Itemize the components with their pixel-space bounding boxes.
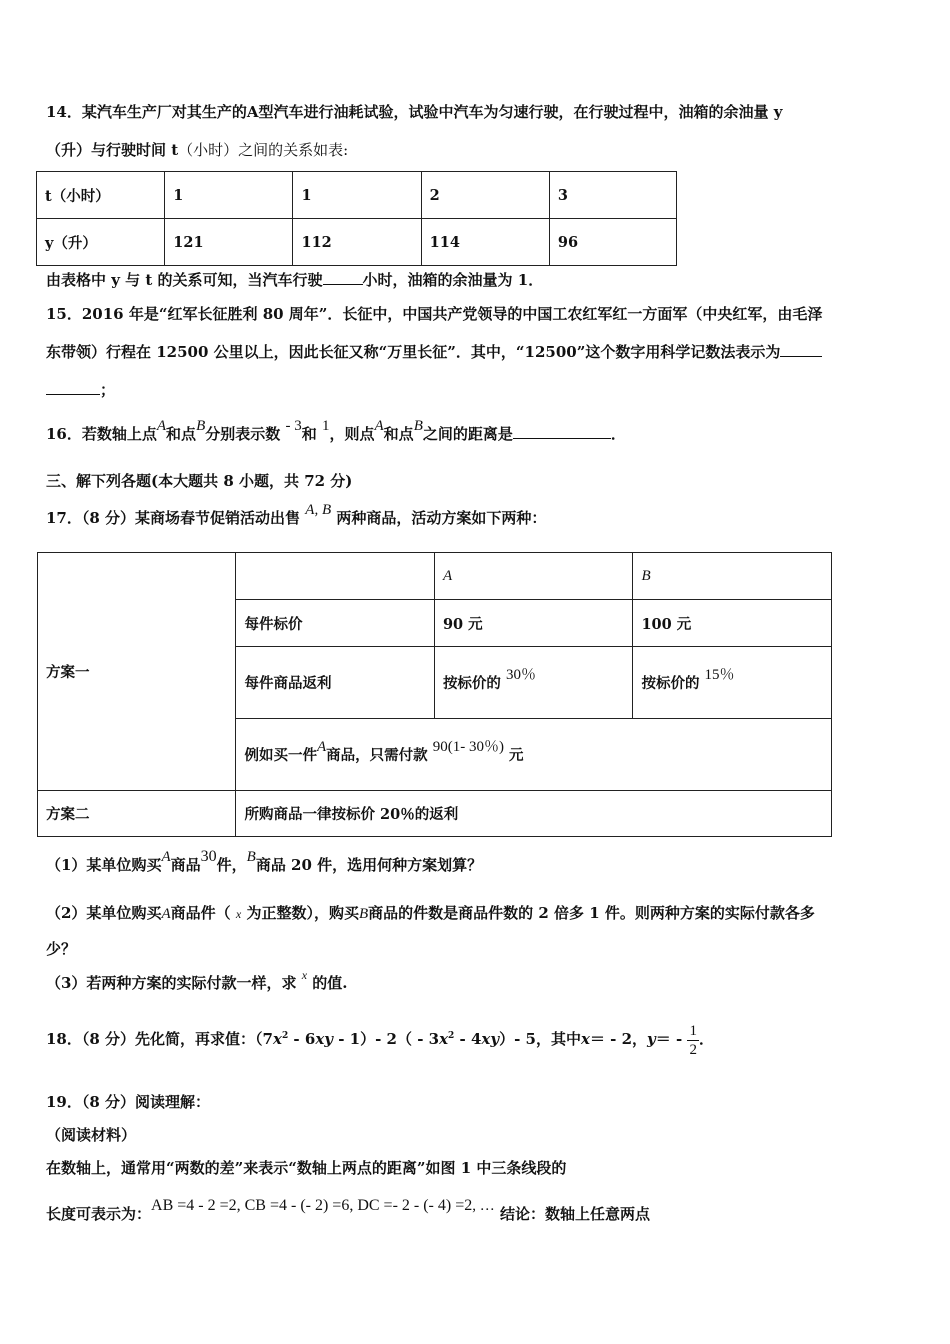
q17-text: 为正整数），购买 <box>246 904 359 922</box>
table-cell: 1 <box>165 172 293 219</box>
q18-text: 18．（8 分）先化简，再求值：（7 <box>46 1030 273 1048</box>
q17-sub2-line2: 少？ <box>46 940 77 958</box>
q17-intro <box>46 502 547 529</box>
q16-text: 和 <box>301 425 317 443</box>
table-row <box>38 791 832 837</box>
answer-blank <box>780 342 822 357</box>
q14-line1: 14．某汽车生产厂对其生产的A型汽车进行油耗试验，试验中汽车为匀速行驶，在行驶过程中，油箱的余油量 y <box>46 103 783 121</box>
table-cell-empty <box>236 553 434 600</box>
q17-text: （3）若两种方案的实际付款一样，求 <box>46 974 297 992</box>
math-xy: xy <box>481 1030 500 1048</box>
table-cell: 121 <box>165 219 293 266</box>
q14-line2 <box>46 140 348 160</box>
q19-math: AB =4 - 2 =2, CB =4 - (- 2) =6, DC =- 2 - (- 4) =2 <box>151 1197 473 1214</box>
q19-text: 长度可表示为： <box>46 1205 152 1223</box>
plan2-label: 方案二 <box>38 791 236 837</box>
table-cell: 1 <box>293 172 421 219</box>
fraction-numerator: 1 <box>689 1022 697 1039</box>
table-row <box>38 553 832 600</box>
q18-text: ＝ - 2， <box>589 1030 648 1048</box>
q17-text: 商品 20 件，选用何种方案划算？ <box>255 856 483 874</box>
math-num: - 3 <box>285 418 302 434</box>
plan1-label: 方案一 <box>38 553 236 791</box>
q18-end: ． <box>698 1030 714 1048</box>
section-title: 三、解下列各题(本大题共 8 小题，共 72 分) <box>46 472 353 490</box>
q15-line3-end: ； <box>100 381 116 399</box>
rebate-prefix: 按标价的 <box>442 675 501 692</box>
q19-line2 <box>46 1197 650 1229</box>
q14-line2-rest: （小时）之间的关系如表: <box>178 141 349 159</box>
math-x: x <box>272 1030 282 1048</box>
q16-text: 和点 <box>383 425 414 443</box>
q14-table <box>36 171 677 266</box>
table-row <box>37 172 677 219</box>
table-cell: 114 <box>421 219 549 266</box>
q17-text: 17．（8 分）某商场春节促销活动出售 <box>46 509 301 527</box>
math-A: A <box>156 418 167 434</box>
q16-line <box>46 418 626 445</box>
q17-table <box>37 552 832 837</box>
q19-dots: , … <box>472 1198 495 1214</box>
math-B: B <box>246 849 256 865</box>
table-cell: 112 <box>293 219 421 266</box>
q18-text: ）- 5，其中 <box>499 1030 581 1048</box>
q17-text: 两种商品，活动方案如下两种： <box>336 509 547 527</box>
q19-line1: 在数轴上，通常用“两数的差”来表示“数轴上两点的距离”如图 1 中三条线段的 <box>46 1159 567 1177</box>
math-num: 30 <box>200 848 217 865</box>
q17-sub2 <box>46 903 815 924</box>
math-num: 1 <box>321 418 330 434</box>
q14-conclusion <box>46 270 543 290</box>
math-exp: 2 <box>281 1031 289 1041</box>
q18-text: - 4 <box>454 1030 482 1048</box>
math-A: A <box>442 568 453 584</box>
rebate-b <box>633 647 832 719</box>
q15-line2-text: 东带领）行程在 12500 公里以上，因此长征又称“万里长征”．其中，“12500”这个数字用科学记数法表示为 <box>46 343 781 361</box>
table-cell: t（小时） <box>37 172 165 219</box>
q14-line2-bold: （升）与行驶时间 t <box>46 141 179 159</box>
q17-text: 商品 <box>170 856 201 874</box>
q17-sub1 <box>46 848 483 876</box>
q17-text: 的值. <box>312 974 348 992</box>
q17-text: 件， <box>216 856 247 874</box>
table-cell: 96 <box>549 219 676 266</box>
table-cell: 3 <box>549 172 676 219</box>
math-B: B <box>641 568 651 584</box>
math-B: B <box>413 418 423 434</box>
fraction-denominator: 2 <box>689 1041 697 1058</box>
q19-title: 19．（8 分）阅读理解： <box>46 1093 211 1111</box>
q16-text: 分别表示数 <box>205 425 281 443</box>
math-A: A <box>161 906 171 922</box>
col-header-b <box>633 553 832 600</box>
example-text: 元 <box>509 747 524 764</box>
price-a: 90 元 <box>434 600 633 647</box>
q17-text: （2）某单位购买 <box>46 904 162 922</box>
q16-text: ，则点 <box>329 425 375 443</box>
q17-sub3 <box>46 968 348 994</box>
q15-line2 <box>46 342 822 362</box>
q14-after-a: 由表格中 y 与 t 的关系可知，当汽车行驶 <box>46 271 323 289</box>
fraction <box>687 1022 699 1059</box>
math-xy: xy <box>315 1030 333 1048</box>
math-x: x <box>439 1030 449 1048</box>
q15-line1: 15．2016 年是“红军长征胜利 80 周年”．长征中，中国共产党领导的中国工农红军红一方面军（中央红军，由毛泽 <box>46 305 823 323</box>
rebate-a-value: 30％ <box>506 667 537 683</box>
q17-text: 商品的件数是商品件数的 2 倍多 1 件。则两种方案的实际付款各多 <box>368 904 815 922</box>
math-AB: A, B <box>305 502 332 518</box>
example-formula: 90(1- 30％) <box>432 739 504 755</box>
q16-text: 和点 <box>166 425 197 443</box>
q19-text: 结论：数轴上任意两点 <box>499 1205 650 1223</box>
q18-text: ＝ - <box>655 1030 683 1048</box>
table-cell: 2 <box>421 172 549 219</box>
q15-line3 <box>46 380 115 400</box>
example-cell <box>236 719 832 791</box>
q16-text: 之间的距离是 <box>422 425 513 443</box>
math-A: A <box>161 849 171 865</box>
example-text: 商品，只需付款 <box>326 747 428 764</box>
math-B: B <box>358 906 369 922</box>
math-B: B <box>196 418 206 434</box>
table-cell: y（升） <box>37 219 165 266</box>
answer-blank <box>513 424 611 439</box>
price-label: 每件标价 <box>236 600 434 647</box>
math-x: x <box>235 907 242 921</box>
q17-text: 商品件（ <box>170 904 231 922</box>
rebate-a <box>434 647 633 719</box>
q17-text: （1）某单位购买 <box>46 856 162 874</box>
q16-end: ． <box>610 425 626 443</box>
math-exp: 2 <box>448 1031 455 1041</box>
rebate-b-value: 15％ <box>704 667 735 683</box>
q18-text: - 1）- 2（ - 3 <box>332 1030 440 1048</box>
rebate-label: 每件商品返利 <box>236 647 434 719</box>
q18-text: - 6 <box>288 1030 316 1048</box>
math-A: A <box>374 418 384 434</box>
answer-blank <box>323 270 363 285</box>
q16-text: 16．若数轴上点 <box>46 425 157 443</box>
math-A: A <box>316 739 327 755</box>
math-x: x <box>301 968 308 982</box>
col-header-a <box>434 553 633 600</box>
table-row <box>37 219 677 266</box>
math-x: x <box>580 1030 590 1048</box>
q14-after-b: 小时，油箱的余油量为 1． <box>362 271 544 289</box>
q19-sub: （阅读材料） <box>46 1126 137 1144</box>
plan2-text: 所购商品一律按标价 20％的返利 <box>236 791 832 837</box>
answer-blank <box>46 380 100 395</box>
price-b: 100 元 <box>633 600 832 647</box>
math-y: y <box>647 1030 656 1048</box>
rebate-prefix: 按标价的 <box>641 675 700 692</box>
example-text: 例如买一件 <box>244 747 317 764</box>
q18-line <box>46 1012 714 1060</box>
